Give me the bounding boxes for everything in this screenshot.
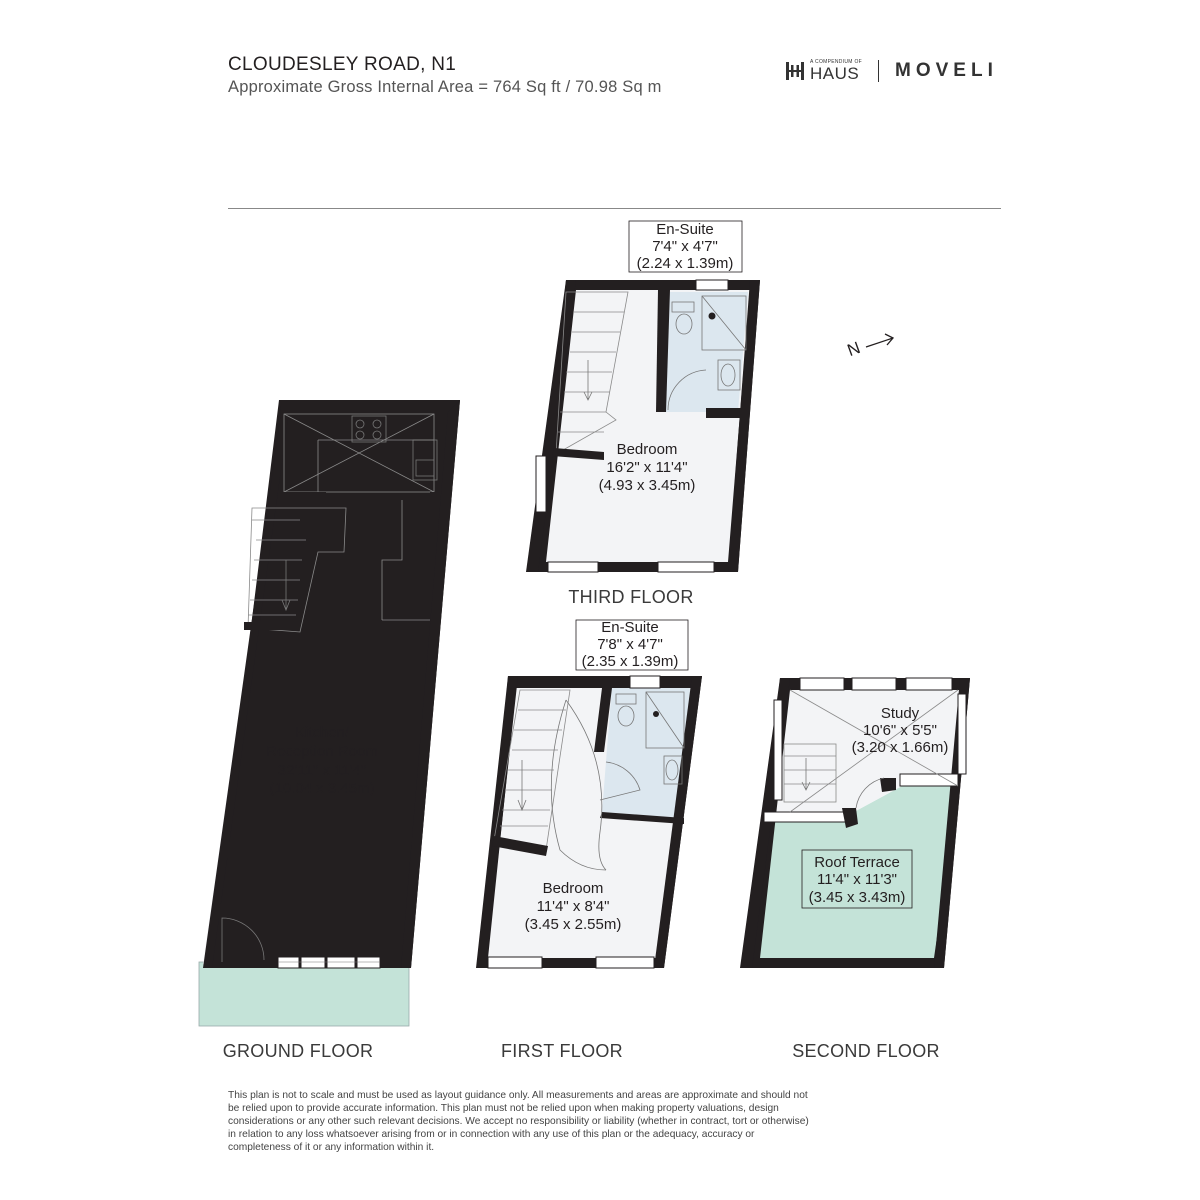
second-floor-plan bbox=[740, 678, 970, 1061]
roof-terrace-imperial: 11'4" x 11'3" bbox=[816, 871, 898, 888]
first-ensuite-name: En-Suite bbox=[601, 619, 659, 636]
first-bedroom-imperial: 11'4" x 8'4" bbox=[536, 898, 610, 915]
study-imperial: 10'6" x 5'5" bbox=[863, 722, 937, 739]
first-bedroom-metric: (3.45 x 2.55m) bbox=[524, 916, 622, 933]
first-ensuite-imperial: 7'8" x 4'7" bbox=[597, 636, 663, 653]
ground-floor-label: GROUND FLOOR bbox=[222, 1041, 374, 1061]
ground-room-name-2: Reception Room bbox=[266, 743, 378, 760]
disclaimer-text: This plan is not to scale and must be used as layout guidance only. All measurements and areas are approximate and should not be relied upon to provide accurate information. This plan must not be relied upon when making property valuations, design considerations or any other such relevant decisions. We accept no responsibility or liability (whether in contract, tort or otherwise) in relation to any loss whatsoever arising from or in connection with any use of this plan or the adequacy, accuracy or completeness of it or any information within it. bbox=[228, 1090, 809, 1153]
ground-room-imperial: 32'11" x 11'4" bbox=[277, 762, 367, 779]
first-floor-plan bbox=[476, 619, 702, 1061]
north-arrow-icon bbox=[845, 334, 893, 360]
third-ensuite-name: En-Suite bbox=[656, 221, 714, 238]
third-ensuite-metric: (2.24 x 1.39m) bbox=[636, 255, 734, 272]
haus-tagline: A COMPENDIUM OF bbox=[810, 59, 863, 65]
first-floor-label: FIRST FLOOR bbox=[501, 1041, 623, 1061]
ground-floor-plan bbox=[199, 400, 460, 1061]
ground-room-name-1: Kitchen/ bbox=[294, 724, 350, 741]
study-name: Study bbox=[880, 705, 920, 722]
compass-label: N bbox=[844, 338, 863, 361]
first-ensuite-metric: (2.35 x 1.39m) bbox=[581, 653, 679, 670]
first-bedroom-name: Bedroom bbox=[542, 880, 604, 897]
third-floor-plan bbox=[526, 221, 760, 607]
third-floor-label: THIRD FLOOR bbox=[568, 587, 694, 607]
third-bedroom-metric: (4.93 x 3.45m) bbox=[598, 477, 696, 494]
third-ensuite-imperial: 7'4" x 4'7" bbox=[652, 238, 718, 255]
roof-terrace-name: Roof Terrace bbox=[814, 854, 900, 871]
ground-floor-garden bbox=[199, 962, 409, 1026]
ground-room-metric: (10.04 x 3.45m) bbox=[269, 780, 375, 797]
page-subtitle: Approximate Gross Internal Area = 764 Sq ft / 70.98 Sq m bbox=[228, 78, 662, 96]
third-bedroom-imperial: 16'2" x 11'4" bbox=[606, 459, 688, 476]
study-metric: (3.20 x 1.66m) bbox=[851, 739, 949, 756]
second-floor-label: SECOND FLOOR bbox=[792, 1041, 940, 1061]
haus-logo-text: HAUS bbox=[810, 64, 860, 83]
moveli-logo-text: MOVELI bbox=[895, 60, 998, 81]
third-ensuite-fill bbox=[662, 292, 748, 412]
third-bedroom-name: Bedroom bbox=[616, 441, 678, 458]
roof-terrace-metric: (3.45 x 3.43m) bbox=[808, 889, 906, 906]
page-title: CLOUDESLEY ROAD, N1 bbox=[228, 54, 457, 75]
